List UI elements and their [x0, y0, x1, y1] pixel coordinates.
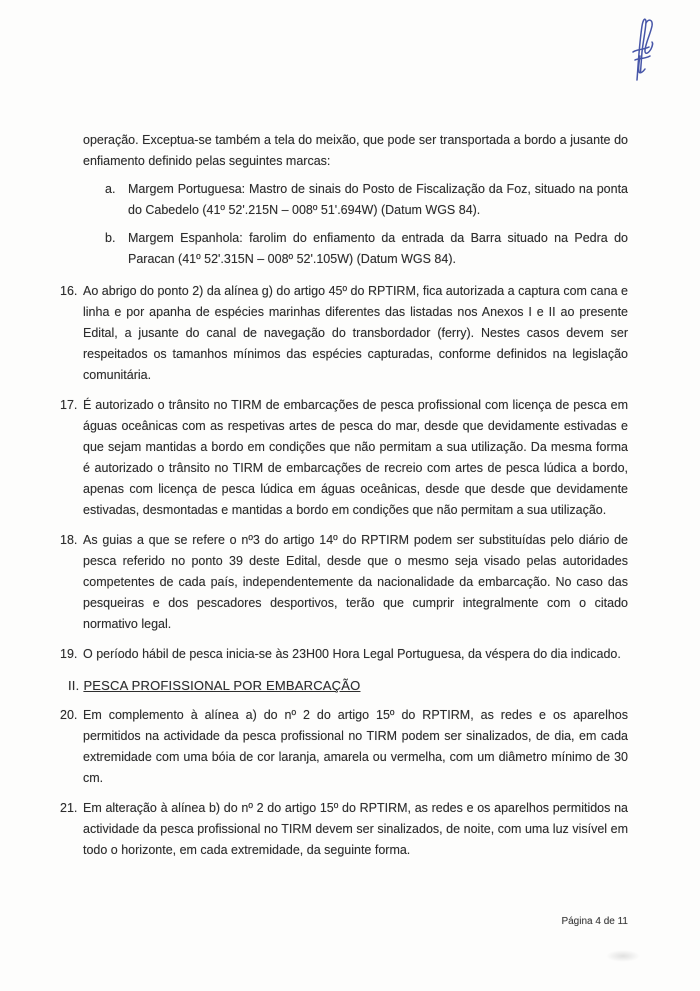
item-text: É autorizado o trânsito no TIRM de embarcações de pesca profissional com licença de pesca em águas oceânicas com as respetivas artes de pesca do mar, desde que devidamente estivadas e que sejam mantidas a bordo em condições que não permitam a sua utilização. Da mesma forma é autorizado o trânsito no TIRM de embarcações de recreio com artes de pesca lúdica a bordo, apenas com licença de pesca lúdica em águas oceânicas, desde que desde que devidamente estivadas, desmontadas e mantidas a bordo em condições que não permitam a sua utilização.: [83, 398, 628, 517]
page-number: Página 4 de 11: [561, 916, 628, 927]
handwritten-initials-icon: [616, 12, 662, 86]
numbered-item-19: [60, 644, 628, 665]
item-number: 19.: [60, 647, 78, 661]
list-item-text: Margem Espanhola: farolim do enfiamento da entrada da Barra situado na Pedra do Paracan (41º 52'.315N – 008º 52'.105W) (Datum WGS 84).: [128, 231, 628, 266]
item-number: 16.: [60, 284, 78, 298]
section-heading: [68, 675, 628, 696]
item-text: Em complemento à alínea a) do nº 2 do artigo 15º do RPTIRM, as redes e os aparelhos permitidos na actividade da pesca profissional no TIRM podem ser sinalizados, de dia, em cada extremidade com uma bóia de cor laranja, amarela ou vermelha, com um diâmetro mínimo de 30 cm.: [83, 708, 628, 785]
item-number: 17.: [60, 398, 78, 412]
item-text: Em alteração à alínea b) do nº 2 do artigo 15º do RPTIRM, as redes e os aparelhos permitidos na actividade da pesca profissional no TIRM devem ser sinalizados, de noite, com uma luz visível em todo o horizonte, em cada extremidade, da seguinte forma.: [83, 801, 628, 857]
numbered-item-17: [60, 395, 628, 521]
list-item-label: a.: [105, 182, 116, 196]
item-text: O período hábil de pesca inicia-se às 23H00 Hora Legal Portuguesa, da véspera do dia indicado.: [83, 647, 621, 661]
numbered-item-18: [60, 530, 628, 635]
scan-artifact: [606, 950, 640, 962]
item-text: As guias a que se refere o nº3 do artigo 14º do RPTIRM podem ser substituídas pelo diário de pesca referido no ponto 39 deste Edital, desde que o mesmo seja visado pelas autoridades competentes de cada país, independentemente da nacionalidade da embarcação. No caso das pesqueiras e dos pescadores desportivos, terão que cumprir integralmente com o citado normativo legal.: [83, 533, 628, 631]
item-text: Ao abrigo do ponto 2) da alínea g) do artigo 45º do RPTIRM, fica autorizada a captura com cana e linha e por apanha de espécies marinhas diferentes das listadas nos Anexos I e II ao presente Edital, a jusante do canal de navegação do transbordador (ferry). Nestes casos devem ser respeitados os tamanhos mínimos das espécies capturadas, conforme definidos na legislação comunitária.: [83, 284, 628, 382]
list-item-a: [105, 179, 628, 221]
item-number: 21.: [60, 801, 78, 815]
section-heading-number: II.: [68, 678, 80, 693]
paragraph-continuation: operação. Exceptua-se também a tela do meixão, que pode ser transportada a bordo a jusante do enfiamento definido pelas seguintes marcas:: [83, 133, 628, 168]
list-item-label: b.: [105, 231, 116, 245]
section-heading-title: PESCA PROFISSIONAL POR EMBARCAÇÃO: [83, 678, 361, 693]
numbered-item-20: [60, 705, 628, 789]
document-content: [60, 130, 628, 870]
list-item-b: [105, 228, 628, 270]
item-number: 20.: [60, 708, 78, 722]
item-number: 18.: [60, 533, 78, 547]
numbered-item-21: [60, 798, 628, 861]
numbered-item-16: [60, 281, 628, 386]
list-item-text: Margem Portuguesa: Mastro de sinais do Posto de Fiscalização da Foz, situado na ponta do Cabedelo (41º 52'.215N – 008º 51'.694W) (Datum WGS 84).: [128, 182, 628, 217]
